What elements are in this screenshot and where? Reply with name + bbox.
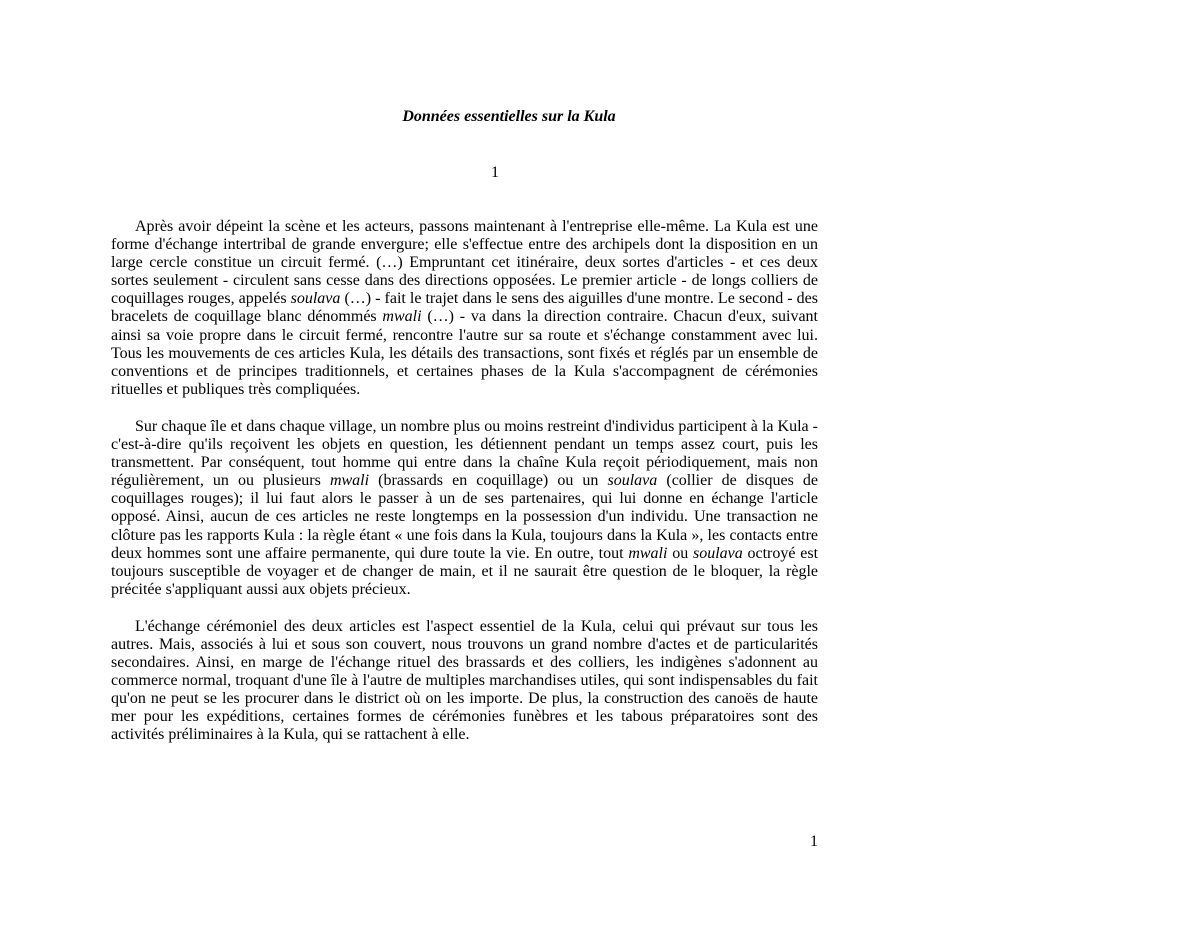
page-number: 1 (810, 833, 818, 850)
text-run: (…) - va dans la direction contraire. Chacun d'eux, suivant ainsi sa voie propre dans le circuit fermé, rencontre l'autre sur sa route et s'échange constamment avec lui. Tous les mouvements de ces articles Kula, les détails des transactions, sont fixés et réglés par un ensemble de conventions et de principes traditionnels, et certaines phases de la Kula s'accompagnent de cérémonies rituelles et publiques très compliquées. (111, 308, 819, 398)
paragraph-3 (111, 618, 818, 745)
text-run: Sur chaque île et dans chaque village, un nombre plus ou moins restreint d'individus participent à la Kula - c'est-à-dire qu'ils reçoivent les objets en question, les détiennent pendant un temps assez court, puis les transmettent. Par conséquent, tout homme qui entre dans la chaîne Kula reçoit périodiquement, mais non régulièrement, un ou plusieurs (111, 417, 818, 490)
paragraph-1 (111, 218, 818, 399)
italic-term: soulava (692, 544, 743, 562)
text-run: L'échange cérémoniel des deux articles est l'aspect essentiel de la Kula, celui qui prévaut sur tous les autres. Mais, associés à lui et sous son couvert, nous trouvons un grand nombre d'actes et de particularités secondaires. Ainsi, en marge de l'échange rituel des brassards et des colliers, les indigènes s'adonnent au commerce normal, troquant d'une île à l'autre de multiples marchandises utiles, qui sont indispensables du fait qu'on ne peut se les procurer dans le district où on les importe. De plus, la construction des canoës de haute mer pour les expéditions, certaines formes de cérémonies funèbres et les tabous préparatoires sont des activités préliminaires à la Kula, qui se rattachent à elle. (111, 617, 818, 744)
italic-term: mwali (628, 544, 668, 562)
body-text (111, 218, 818, 745)
text-run: (…) - fait le trajet dans le sens des aiguilles d'une montre. Le second - des bracelets de coquillage blanc dénommés (111, 290, 819, 326)
italic-term: mwali (382, 308, 422, 326)
text-run: Après avoir dépeint la scène et les acteurs, passons maintenant à l'entreprise elle-même. La Kula est une forme d'échange intertribal de grande envergure; elle s'effectue entre des archipels dont la disposition en un large cercle constitue un circuit fermé. (…) Empruntant cet itinéraire, deux sortes d'articles - et ces deux sortes seulement - circulent sans cesse dans des directions opposées. Le premier article - de longs colliers de coquillages rouges, appelés (111, 218, 818, 308)
section-number: 1 (491, 164, 499, 181)
italic-term: soulava (290, 290, 341, 308)
paragraph-2 (111, 418, 818, 599)
italic-term: soulava (607, 472, 658, 490)
document-title: Données essentielles sur la Kula (402, 108, 616, 125)
italic-term: mwali (329, 472, 370, 490)
text-run: (collier de disques de coquillages rouges); il lui faut alors le passer à un de ses partenaires, qui lui donne en échange l'article opposé. Ainsi, aucun de ces articles ne reste longtemps en la possession d'un individu. Une transaction ne clôture pas les rapports Kula : la règle étant « une fois dans la Kula, toujours dans la Kula », les contacts entre deux hommes sont une affaire permanente, qui dure toute la vie. En outre, tout (111, 472, 819, 562)
text-run: (brassards en coquillage) ou un (369, 472, 608, 490)
text-run: ou (667, 544, 693, 562)
text-run: octroyé est toujours susceptible de voyager et de changer de main, et il ne saurait être question de le bloquer, la règle précitée s'appliquant aussi aux objets précieux. (111, 544, 819, 598)
